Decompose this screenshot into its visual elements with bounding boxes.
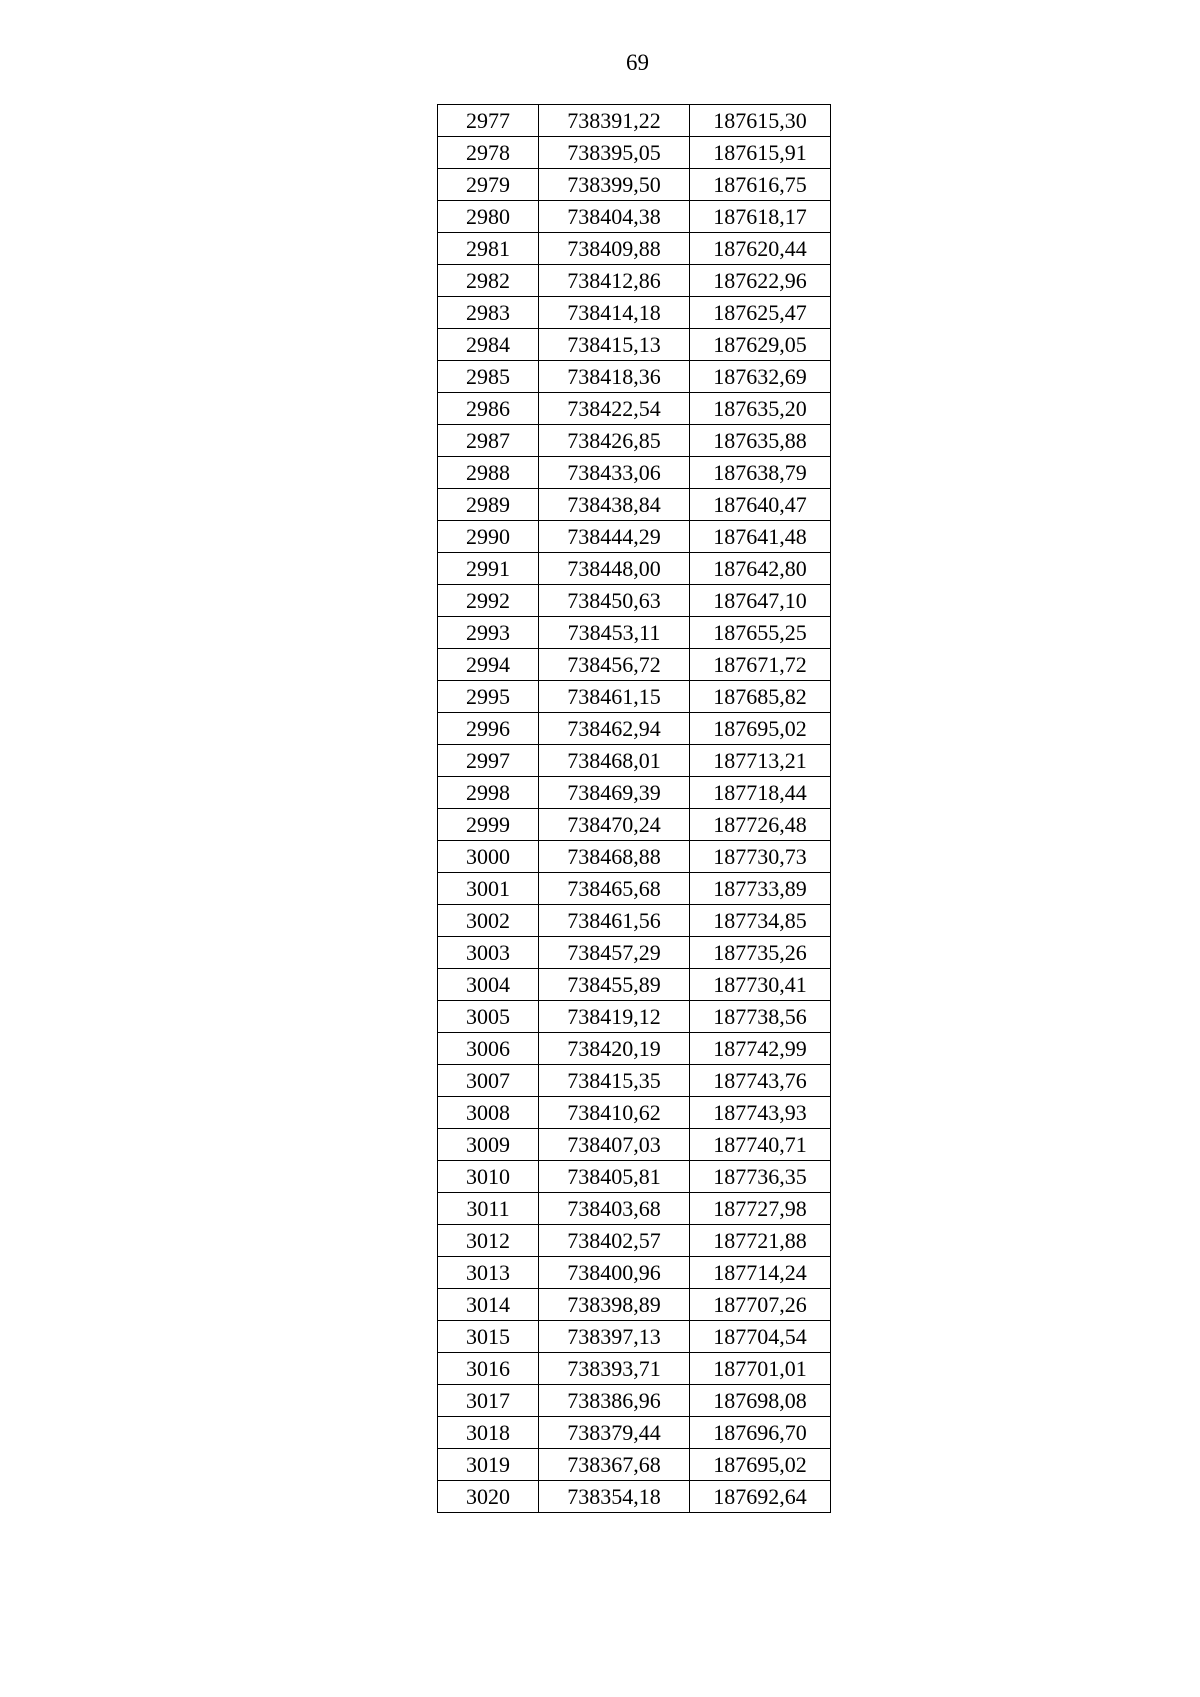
table-row xyxy=(438,1161,831,1193)
x-coordinate-cell: 738391,22 xyxy=(539,105,690,137)
point-number-cell: 2988 xyxy=(438,457,539,489)
x-coordinate-cell: 738412,86 xyxy=(539,265,690,297)
point-number-cell: 3005 xyxy=(438,1001,539,1033)
y-coordinate-cell: 187727,98 xyxy=(690,1193,831,1225)
table-row xyxy=(438,361,831,393)
point-number-cell: 2984 xyxy=(438,329,539,361)
point-number-cell: 3018 xyxy=(438,1417,539,1449)
table-row xyxy=(438,1417,831,1449)
point-number-cell: 3004 xyxy=(438,969,539,1001)
x-coordinate-cell: 738470,24 xyxy=(539,809,690,841)
y-coordinate-cell: 187736,35 xyxy=(690,1161,831,1193)
y-coordinate-cell: 187695,02 xyxy=(690,713,831,745)
y-coordinate-cell: 187730,73 xyxy=(690,841,831,873)
x-coordinate-cell: 738409,88 xyxy=(539,233,690,265)
point-number-cell: 2977 xyxy=(438,105,539,137)
y-coordinate-cell: 187740,71 xyxy=(690,1129,831,1161)
x-coordinate-cell: 738455,89 xyxy=(539,969,690,1001)
x-coordinate-cell: 738399,50 xyxy=(539,169,690,201)
point-number-cell: 2996 xyxy=(438,713,539,745)
point-number-cell: 2990 xyxy=(438,521,539,553)
table-row xyxy=(438,105,831,137)
point-number-cell: 2993 xyxy=(438,617,539,649)
table-row xyxy=(438,1481,831,1513)
x-coordinate-cell: 738397,13 xyxy=(539,1321,690,1353)
point-number-cell: 3002 xyxy=(438,905,539,937)
y-coordinate-cell: 187704,54 xyxy=(690,1321,831,1353)
x-coordinate-cell: 738379,44 xyxy=(539,1417,690,1449)
point-number-cell: 3017 xyxy=(438,1385,539,1417)
table-row xyxy=(438,713,831,745)
x-coordinate-cell: 738456,72 xyxy=(539,649,690,681)
y-coordinate-cell: 187714,24 xyxy=(690,1257,831,1289)
table-row xyxy=(438,1097,831,1129)
x-coordinate-cell: 738457,29 xyxy=(539,937,690,969)
point-number-cell: 2997 xyxy=(438,745,539,777)
point-number-cell: 3013 xyxy=(438,1257,539,1289)
table-row xyxy=(438,585,831,617)
table-row xyxy=(438,745,831,777)
table-row xyxy=(438,809,831,841)
x-coordinate-cell: 738354,18 xyxy=(539,1481,690,1513)
x-coordinate-cell: 738422,54 xyxy=(539,393,690,425)
y-coordinate-cell: 187713,21 xyxy=(690,745,831,777)
y-coordinate-cell: 187642,80 xyxy=(690,553,831,585)
table-row xyxy=(438,1001,831,1033)
x-coordinate-cell: 738419,12 xyxy=(539,1001,690,1033)
y-coordinate-cell: 187629,05 xyxy=(690,329,831,361)
y-coordinate-cell: 187692,64 xyxy=(690,1481,831,1513)
point-number-cell: 3009 xyxy=(438,1129,539,1161)
x-coordinate-cell: 738448,00 xyxy=(539,553,690,585)
point-number-cell: 2998 xyxy=(438,777,539,809)
point-number-cell: 2985 xyxy=(438,361,539,393)
table-row xyxy=(438,1321,831,1353)
y-coordinate-cell: 187733,89 xyxy=(690,873,831,905)
point-number-cell: 2980 xyxy=(438,201,539,233)
point-number-cell: 2991 xyxy=(438,553,539,585)
y-coordinate-cell: 187721,88 xyxy=(690,1225,831,1257)
x-coordinate-cell: 738462,94 xyxy=(539,713,690,745)
y-coordinate-cell: 187615,91 xyxy=(690,137,831,169)
x-coordinate-cell: 738386,96 xyxy=(539,1385,690,1417)
point-number-cell: 3006 xyxy=(438,1033,539,1065)
x-coordinate-cell: 738438,84 xyxy=(539,489,690,521)
table-row xyxy=(438,1385,831,1417)
y-coordinate-cell: 187635,20 xyxy=(690,393,831,425)
table-row xyxy=(438,169,831,201)
point-number-cell: 2999 xyxy=(438,809,539,841)
x-coordinate-cell: 738415,13 xyxy=(539,329,690,361)
table-row xyxy=(438,617,831,649)
point-number-cell: 3008 xyxy=(438,1097,539,1129)
y-coordinate-cell: 187671,72 xyxy=(690,649,831,681)
table-row xyxy=(438,1033,831,1065)
coordinates-table xyxy=(437,104,831,1513)
table-row xyxy=(438,1193,831,1225)
x-coordinate-cell: 738403,68 xyxy=(539,1193,690,1225)
y-coordinate-cell: 187718,44 xyxy=(690,777,831,809)
x-coordinate-cell: 738415,35 xyxy=(539,1065,690,1097)
table-row xyxy=(438,1289,831,1321)
table-row xyxy=(438,1449,831,1481)
table-row xyxy=(438,1225,831,1257)
x-coordinate-cell: 738418,36 xyxy=(539,361,690,393)
table-row xyxy=(438,649,831,681)
point-number-cell: 2982 xyxy=(438,265,539,297)
table-row xyxy=(438,553,831,585)
y-coordinate-cell: 187743,93 xyxy=(690,1097,831,1129)
point-number-cell: 2989 xyxy=(438,489,539,521)
table-row xyxy=(438,905,831,937)
point-number-cell: 3019 xyxy=(438,1449,539,1481)
table-row xyxy=(438,681,831,713)
y-coordinate-cell: 187735,26 xyxy=(690,937,831,969)
table-row xyxy=(438,521,831,553)
table-row xyxy=(438,873,831,905)
point-number-cell: 3010 xyxy=(438,1161,539,1193)
table-row xyxy=(438,1065,831,1097)
y-coordinate-cell: 187632,69 xyxy=(690,361,831,393)
x-coordinate-cell: 738398,89 xyxy=(539,1289,690,1321)
y-coordinate-cell: 187696,70 xyxy=(690,1417,831,1449)
y-coordinate-cell: 187620,44 xyxy=(690,233,831,265)
y-coordinate-cell: 187695,02 xyxy=(690,1449,831,1481)
x-coordinate-cell: 738393,71 xyxy=(539,1353,690,1385)
x-coordinate-cell: 738461,15 xyxy=(539,681,690,713)
y-coordinate-cell: 187734,85 xyxy=(690,905,831,937)
point-number-cell: 2979 xyxy=(438,169,539,201)
y-coordinate-cell: 187743,76 xyxy=(690,1065,831,1097)
point-number-cell: 2983 xyxy=(438,297,539,329)
x-coordinate-cell: 738465,68 xyxy=(539,873,690,905)
x-coordinate-cell: 738450,63 xyxy=(539,585,690,617)
x-coordinate-cell: 738367,68 xyxy=(539,1449,690,1481)
table-row xyxy=(438,265,831,297)
point-number-cell: 2992 xyxy=(438,585,539,617)
y-coordinate-cell: 187635,88 xyxy=(690,425,831,457)
table-row xyxy=(438,233,831,265)
y-coordinate-cell: 187647,10 xyxy=(690,585,831,617)
x-coordinate-cell: 738444,29 xyxy=(539,521,690,553)
y-coordinate-cell: 187655,25 xyxy=(690,617,831,649)
table-row xyxy=(438,457,831,489)
point-number-cell: 3015 xyxy=(438,1321,539,1353)
point-number-cell: 2978 xyxy=(438,137,539,169)
y-coordinate-cell: 187625,47 xyxy=(690,297,831,329)
y-coordinate-cell: 187638,79 xyxy=(690,457,831,489)
y-coordinate-cell: 187622,96 xyxy=(690,265,831,297)
y-coordinate-cell: 187726,48 xyxy=(690,809,831,841)
y-coordinate-cell: 187707,26 xyxy=(690,1289,831,1321)
table-row xyxy=(438,937,831,969)
point-number-cell: 2981 xyxy=(438,233,539,265)
x-coordinate-cell: 738407,03 xyxy=(539,1129,690,1161)
x-coordinate-cell: 738426,85 xyxy=(539,425,690,457)
table-row xyxy=(438,297,831,329)
x-coordinate-cell: 738404,38 xyxy=(539,201,690,233)
point-number-cell: 3012 xyxy=(438,1225,539,1257)
y-coordinate-cell: 187616,75 xyxy=(690,169,831,201)
x-coordinate-cell: 738468,88 xyxy=(539,841,690,873)
y-coordinate-cell: 187738,56 xyxy=(690,1001,831,1033)
y-coordinate-cell: 187701,01 xyxy=(690,1353,831,1385)
x-coordinate-cell: 738395,05 xyxy=(539,137,690,169)
x-coordinate-cell: 738468,01 xyxy=(539,745,690,777)
x-coordinate-cell: 738405,81 xyxy=(539,1161,690,1193)
table-row xyxy=(438,489,831,521)
point-number-cell: 2995 xyxy=(438,681,539,713)
table-row xyxy=(438,329,831,361)
point-number-cell: 3020 xyxy=(438,1481,539,1513)
point-number-cell: 3016 xyxy=(438,1353,539,1385)
point-number-cell: 2987 xyxy=(438,425,539,457)
y-coordinate-cell: 187742,99 xyxy=(690,1033,831,1065)
y-coordinate-cell: 187618,17 xyxy=(690,201,831,233)
coordinates-table-body xyxy=(438,105,831,1513)
point-number-cell: 3011 xyxy=(438,1193,539,1225)
x-coordinate-cell: 738469,39 xyxy=(539,777,690,809)
table-row xyxy=(438,1257,831,1289)
point-number-cell: 2994 xyxy=(438,649,539,681)
point-number-cell: 3007 xyxy=(438,1065,539,1097)
x-coordinate-cell: 738433,06 xyxy=(539,457,690,489)
y-coordinate-cell: 187685,82 xyxy=(690,681,831,713)
table-row xyxy=(438,777,831,809)
y-coordinate-cell: 187615,30 xyxy=(690,105,831,137)
y-coordinate-cell: 187730,41 xyxy=(690,969,831,1001)
table-row xyxy=(438,841,831,873)
table-row xyxy=(438,425,831,457)
point-number-cell: 3014 xyxy=(438,1289,539,1321)
point-number-cell: 2986 xyxy=(438,393,539,425)
x-coordinate-cell: 738400,96 xyxy=(539,1257,690,1289)
x-coordinate-cell: 738420,19 xyxy=(539,1033,690,1065)
table-row xyxy=(438,969,831,1001)
x-coordinate-cell: 738461,56 xyxy=(539,905,690,937)
x-coordinate-cell: 738453,11 xyxy=(539,617,690,649)
x-coordinate-cell: 738402,57 xyxy=(539,1225,690,1257)
page-number: 69 xyxy=(626,50,649,75)
y-coordinate-cell: 187640,47 xyxy=(690,489,831,521)
table-row xyxy=(438,393,831,425)
table-row xyxy=(438,1353,831,1385)
x-coordinate-cell: 738410,62 xyxy=(539,1097,690,1129)
table-row xyxy=(438,1129,831,1161)
x-coordinate-cell: 738414,18 xyxy=(539,297,690,329)
table-row xyxy=(438,137,831,169)
y-coordinate-cell: 187641,48 xyxy=(690,521,831,553)
point-number-cell: 3000 xyxy=(438,841,539,873)
y-coordinate-cell: 187698,08 xyxy=(690,1385,831,1417)
point-number-cell: 3003 xyxy=(438,937,539,969)
table-row xyxy=(438,201,831,233)
point-number-cell: 3001 xyxy=(438,873,539,905)
